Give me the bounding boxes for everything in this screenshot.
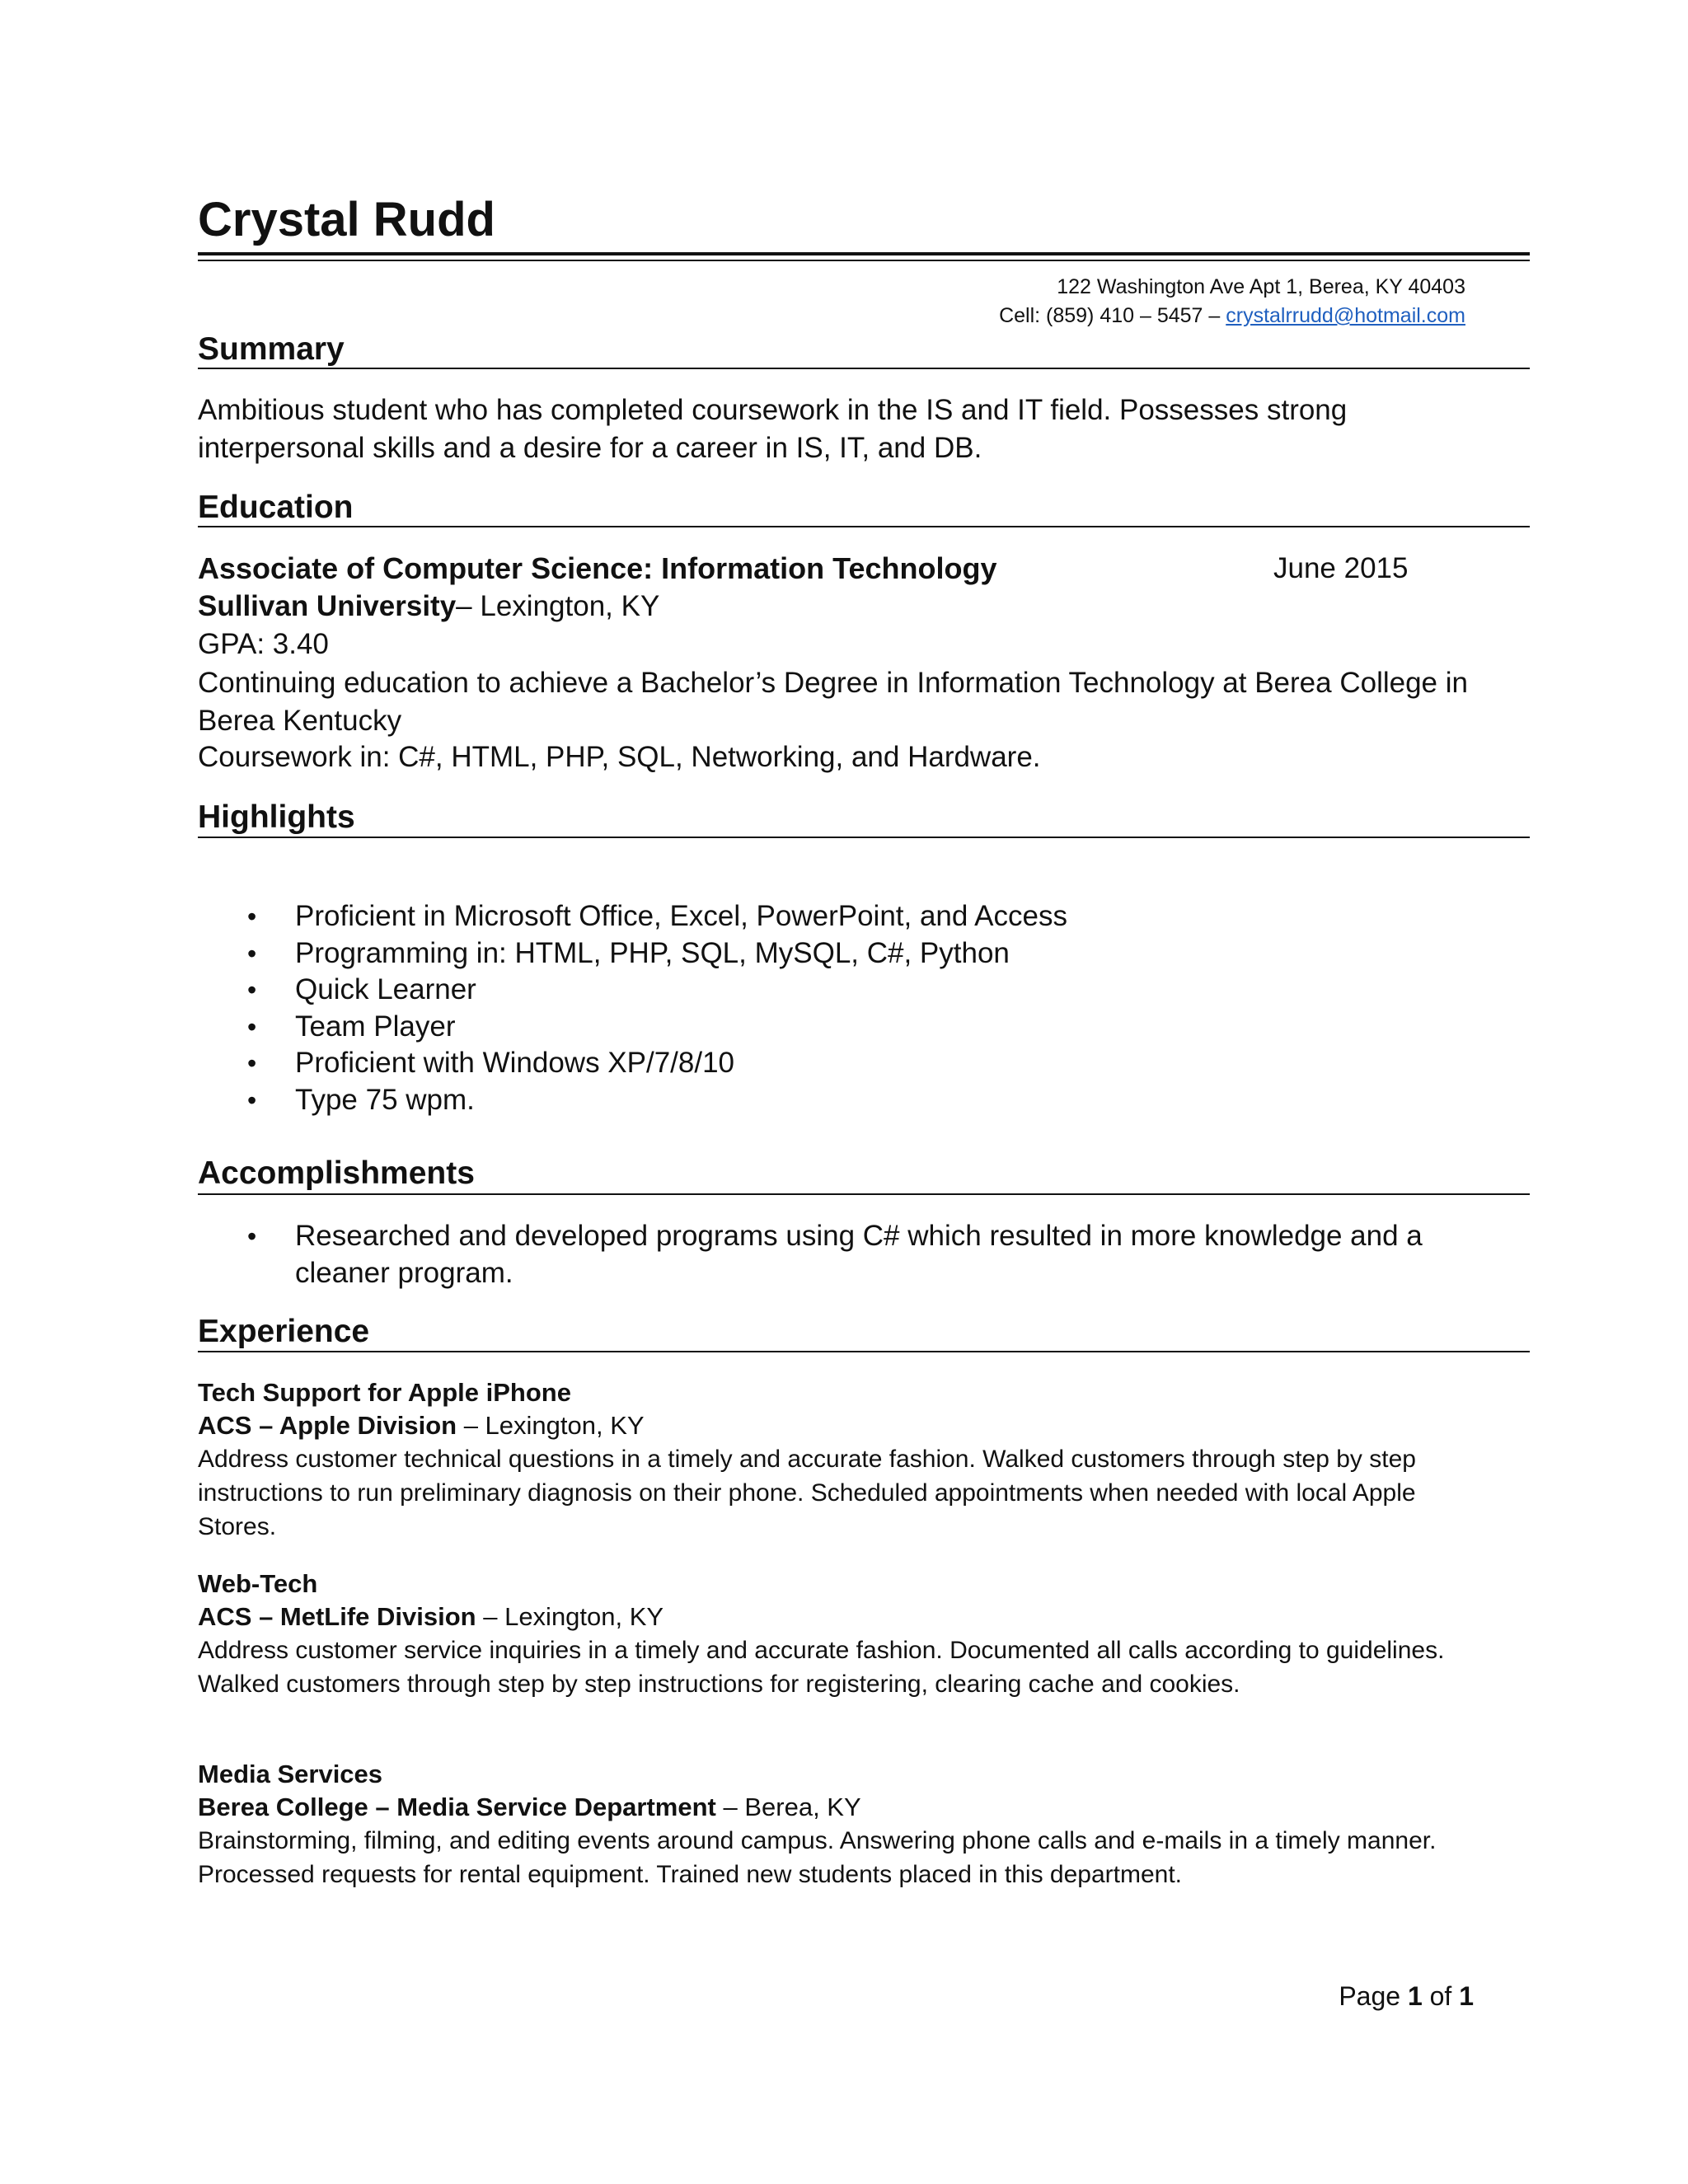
degree-title: Associate of Computer Science: Information Technology (198, 551, 997, 585)
header-rule-top (198, 252, 1530, 255)
job-location: – Berea, KY (715, 1793, 861, 1821)
list-item: • Team Player (198, 1009, 1484, 1046)
page-current: 1 (1407, 1981, 1423, 2011)
job-company-line (198, 1791, 861, 1824)
continuing-education: Continuing education to achieve a Bachelor’s Degree in Information Technology at Berea College in Berea Kentucky (198, 667, 1468, 737)
job-location: – Lexington, KY (457, 1411, 645, 1440)
job-title: Web-Tech (198, 1569, 318, 1598)
job-description: Address customer technical questions in a timely and accurate fashion. Walked customers through step by step instructions to run preliminary diagnosis on their phone. Scheduled appointments when needed with local Apple Stores. (198, 1446, 1416, 1540)
header-rule-bottom (198, 260, 1530, 261)
page-label: Page (1339, 1981, 1408, 2011)
accomplishments-rule (198, 1193, 1530, 1195)
job-company: ACS – MetLife Division (198, 1602, 476, 1631)
school-location: – Lexington, KY (456, 590, 660, 622)
list-item: • Proficient with Windows XP/7/8/10 (198, 1045, 1484, 1082)
list-item: • Programming in: HTML, PHP, SQL, MySQL, C#, Python (198, 935, 1484, 972)
gpa: GPA: 3.40 (198, 628, 329, 660)
list-item: • Type 75 wpm. (198, 1082, 1484, 1119)
job-location: – Lexington, KY (476, 1602, 664, 1631)
page-number (1339, 1980, 1474, 2013)
education-heading: Education (198, 490, 354, 525)
highlights-list (198, 898, 1484, 1119)
school-line (198, 588, 659, 626)
contact-address: 122 Washington Ave Apt 1, Berea, KY 40403 (1057, 275, 1465, 298)
accomplishments-heading: Accomplishments (198, 1155, 475, 1191)
job-description: Address customer service inquiries in a timely and accurate fashion. Documented all calls according to guidelines. Walked customers through step by step instructions for registering, clearing cache and cookies. (198, 1637, 1445, 1698)
job-company: ACS – Apple Division (198, 1411, 457, 1440)
page-of: of (1422, 1981, 1460, 2011)
job-title: Tech Support for Apple iPhone (198, 1378, 571, 1407)
job-description: Brainstorming, filming, and editing events around campus. Answering phone calls and e-mails in a timely manner. Processed requests for rental equipment. Trained new students placed in this department. (198, 1827, 1437, 1888)
summary-heading: Summary (198, 331, 345, 367)
experience-rule (198, 1351, 1530, 1352)
list-item: • Quick Learner (198, 972, 1484, 1009)
job-company-line (198, 1601, 663, 1633)
list-item: • Researched and developed programs using C# which resulted in more knowledge and a cleaner program. (198, 1218, 1459, 1291)
job-company-line (198, 1409, 645, 1442)
page-total: 1 (1459, 1981, 1474, 2011)
email-link[interactable]: crystalrrudd@hotmail.com (1226, 304, 1465, 327)
accomplishments-list (198, 1218, 1459, 1291)
highlights-heading: Highlights (198, 799, 355, 835)
degree-date: June 2015 (1273, 552, 1409, 584)
contact-cell: Cell: (859) 410 – 5457 – (999, 304, 1226, 327)
school-name: Sullivan University (198, 590, 457, 622)
candidate-name: Crystal Rudd (198, 193, 495, 246)
highlights-rule (198, 837, 1530, 838)
summary-rule (198, 368, 1530, 369)
experience-heading: Experience (198, 1314, 370, 1349)
list-item: • Proficient in Microsoft Office, Excel, PowerPoint, and Access (198, 898, 1484, 935)
summary-text: Ambitious student who has completed coursework in the IS and IT field. Possesses strong interpersonal skills and a desire for a career in IS, IT, and DB. (198, 394, 1348, 464)
job-title: Media Services (198, 1760, 383, 1788)
coursework: Coursework in: C#, HTML, PHP, SQL, Networking, and Hardware. (198, 741, 1041, 773)
contact-line (999, 302, 1465, 329)
job-company: Berea College – Media Service Department (198, 1793, 716, 1821)
education-rule (198, 526, 1530, 527)
